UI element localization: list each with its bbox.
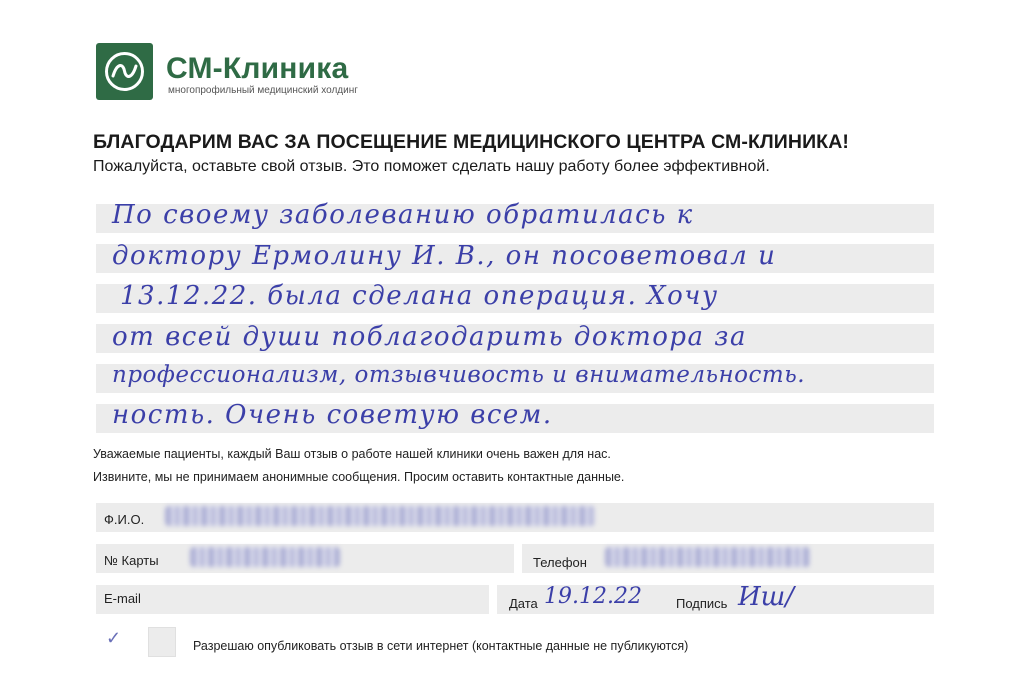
card-number-label: № Карты [104,553,159,568]
date-value: 19.12.22 [544,584,642,609]
notice-line: Уважаемые пациенты, каждый Ваш отзыв о работе нашей клиники очень важен для нас. [93,447,611,461]
review-line: доктору Ермолину И. В., он посоветовал и [112,241,777,271]
page-subtitle: Пожалуйста, оставьте свой отзыв. Это поможет сделать нашу работу более эффективной. [93,158,770,175]
email-field[interactable] [96,585,489,614]
brand-name: СМ-Клиника [166,52,349,85]
brand-tagline: многопрофильный медицинский холдинг [168,85,358,96]
clinic-logo-icon [96,43,153,100]
review-line: ность. Очень советую всем. [112,400,553,430]
review-line: 13.12.22. была сделана операция. Хочу [120,281,719,311]
phone-redacted [605,547,810,567]
page-title: БЛАГОДАРИМ ВАС ЗА ПОСЕЩЕНИЕ МЕДИЦИНСКОГО ЦЕНТРА СМ-КЛИНИКА! [93,131,849,153]
consent-check-icon[interactable]: ✓ [106,628,122,648]
consent-checkbox[interactable] [148,627,176,657]
date-label: Дата [509,596,538,611]
card-number-redacted [190,547,340,567]
phone-label: Телефон [533,555,587,570]
consent-label: Разрешаю опубликовать отзыв в сети интернет (контактные данные не публикуются) [193,639,689,653]
review-line: от всей души поблагодарить доктора за [112,322,747,352]
fio-redacted [165,506,595,526]
signature: Иш/ [738,582,795,612]
review-line: По своему заболеванию обратилась к [112,200,694,230]
review-line: профессионализм, отзывчивость и внимательность. [112,362,806,388]
email-label: E-mail [104,591,141,606]
fio-label: Ф.И.О. [104,512,145,527]
notice-line: Извините, мы не принимаем анонимные сообщения. Просим оставить контактные данные. [93,470,625,484]
signature-label: Подпись [676,596,728,611]
